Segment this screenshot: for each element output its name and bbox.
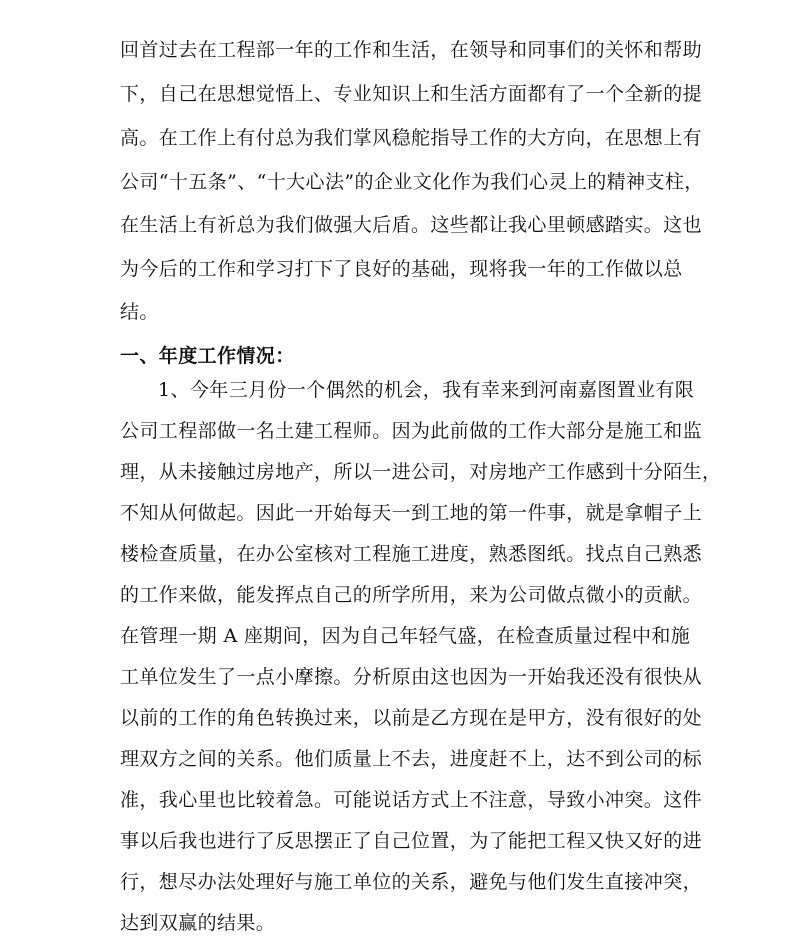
- paragraph-line: 准，我心里也比较着急。可能说话方式上不注意，导致小冲突。这件: [120, 789, 703, 811]
- paragraph-line: 1、今年三月份一个偶然的机会，我有幸来到河南嘉图置业有限: [158, 379, 695, 401]
- paragraph-line: 在生活上有祈总为我们做强大后盾。这些都让我心里顿感踏实。这也: [120, 214, 703, 236]
- paragraph-line: 下，自己在思想觉悟上、专业知识上和生活方面都有了一个全新的提: [120, 83, 703, 105]
- paragraph-line: 事以后我也进行了反思摆正了自己位置，为了能把工程又快又好的进: [120, 830, 703, 852]
- paragraph-line: 楼检查质量，在办公室核对工程施工进度，熟悉图纸。找点自己熟悉: [120, 543, 703, 565]
- paragraph-line: 工单位发生了一点小摩擦。分析原由这也因为一开始我还没有很快从: [120, 666, 703, 688]
- paragraph-line: 行，想尽办法处理好与施工单位的关系，避免与他们发生直接冲突，: [120, 871, 703, 893]
- paragraph-line: 在管理一期 A 座期间，因为自己年轻气盛，在检查质量过程中和施: [120, 625, 691, 647]
- paragraph-line: 以前的工作的角色转换过来，以前是乙方现在是甲方，没有很好的处: [120, 707, 703, 729]
- section-heading: 一、年度工作情况：: [120, 345, 295, 367]
- paragraph-line: 为今后的工作和学习打下了良好的基础，现将我一年的工作做以总: [120, 258, 683, 280]
- paragraph-line: 结。: [120, 301, 159, 323]
- paragraph-line: 理，从未接触过房地产，所以一进公司，对房地产工作感到十分陌生，: [120, 461, 722, 483]
- paragraph-line: 达到双赢的结果。: [120, 912, 276, 934]
- paragraph-line: 公司“十五条”、“十大心法”的企业文化作为我们心灵上的精神支柱，: [120, 171, 704, 193]
- paragraph-line: 公司工程部做一名土建工程师。因为此前做的工作大部分是施工和监: [120, 420, 703, 442]
- paragraph-line: 回首过去在工程部一年的工作和生活，在领导和同事们的关怀和帮助: [120, 39, 703, 61]
- paragraph-line: 高。在工作上有付总为我们掌风稳舵指导工作的大方向，在思想上有: [120, 127, 703, 149]
- paragraph-line: 不知从何做起。因此一开始每天一到工地的第一件事，就是拿帽子上: [120, 502, 703, 524]
- paragraph-line: 的工作来做，能发挥点自己的所学所用，来为公司做点微小的贡献。: [120, 584, 703, 606]
- paragraph-line: 理双方之间的关系。他们质量上不去，进度赶不上，达不到公司的标: [120, 748, 703, 770]
